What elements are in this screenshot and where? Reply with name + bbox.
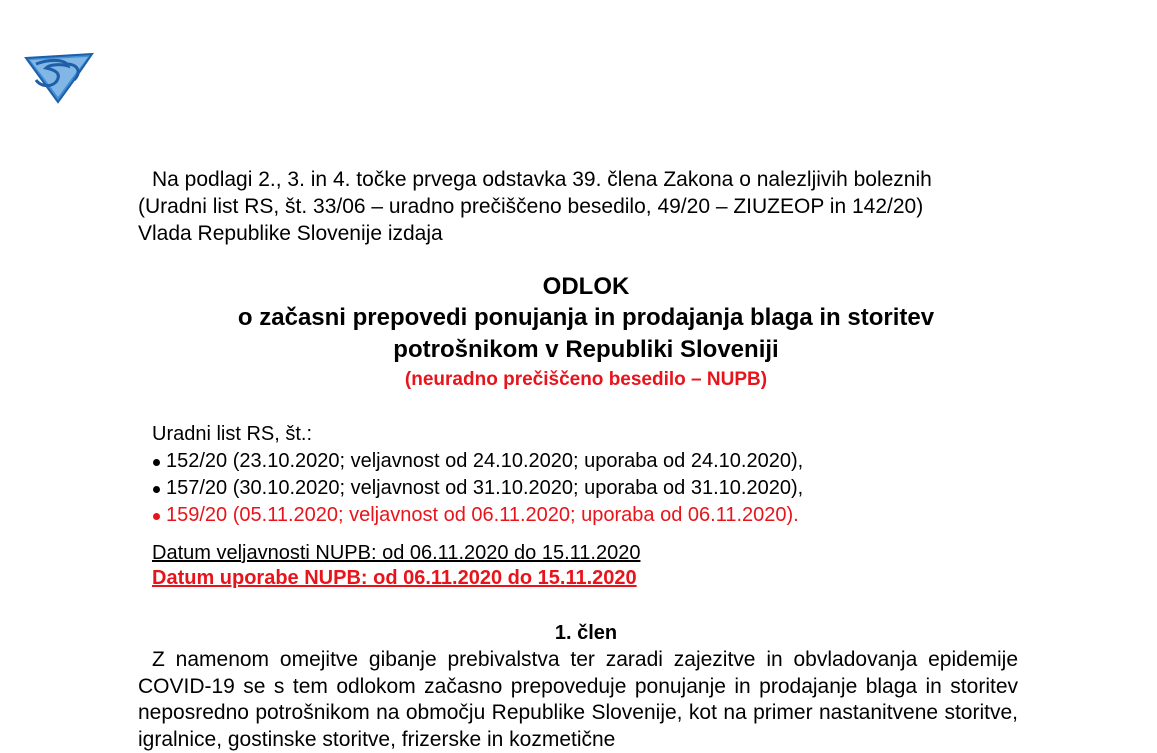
article-text xyxy=(138,647,1018,753)
gazette-list xyxy=(152,421,1012,529)
intro-line-2: (Uradni list RS, št. 33/06 – uradno prečiščeno besedilo, 49/20 – ZIUZEOP in 142/20) xyxy=(138,195,924,218)
article-paragraph: Z namenom omejitve gibanje prebivalstva ter zaradi zajezitve in obvladovanja epidemije COVID-19 se s tem odlokom začasno prepoveduje ponujanje in prodajanje blaga in storitev neposredno potrošnikom na območju Republike Slovenije, kot na primer nastanitvene storitve, igralnice, gostinske storitve, frizerske in kozmetične xyxy=(138,648,1018,751)
gazette-item: 159/20 (05.11.2020; veljavnost od 06.11.2020; uporaba od 06.11.2020). xyxy=(152,502,1012,529)
nupb-dates xyxy=(152,541,1032,591)
gazette-item: 152/20 (23.10.2020; veljavnost od 24.10.2020; uporaba od 24.10.2020), xyxy=(152,448,1012,475)
validity-date: Datum veljavnosti NUPB: od 06.11.2020 do 15.11.2020 xyxy=(152,542,641,564)
gazette-label: Uradni list RS, št.: xyxy=(152,423,313,445)
title-note: (neuradno prečiščeno besedilo – NUPB) xyxy=(404,369,768,390)
gazette-item: 157/20 (30.10.2020; veljavnost od 31.10.2020; uporaba od 31.10.2020), xyxy=(152,475,1012,502)
logo-icon xyxy=(22,50,96,104)
article-heading: 1. člen xyxy=(554,622,618,644)
title-subtitle-1: o začasni prepovedi ponujanja in prodajanja blaga in storitev xyxy=(237,304,935,331)
title-subtitle-2: potrošnikom v Republiki Sloveniji xyxy=(393,336,779,363)
application-date: Datum uporabe NUPB: od 06.11.2020 do 15.11.2020 xyxy=(152,567,637,589)
title-heading: ODLOK xyxy=(542,273,630,300)
intro-line-3: Vlada Republike Slovenije izdaja xyxy=(138,222,443,245)
document-title xyxy=(138,272,1034,394)
intro-paragraph xyxy=(138,166,1018,247)
intro-line-1: Na podlagi 2., 3. in 4. točke prvega odstavka 39. člena Zakona o nalezljivih boleznih xyxy=(152,168,932,191)
